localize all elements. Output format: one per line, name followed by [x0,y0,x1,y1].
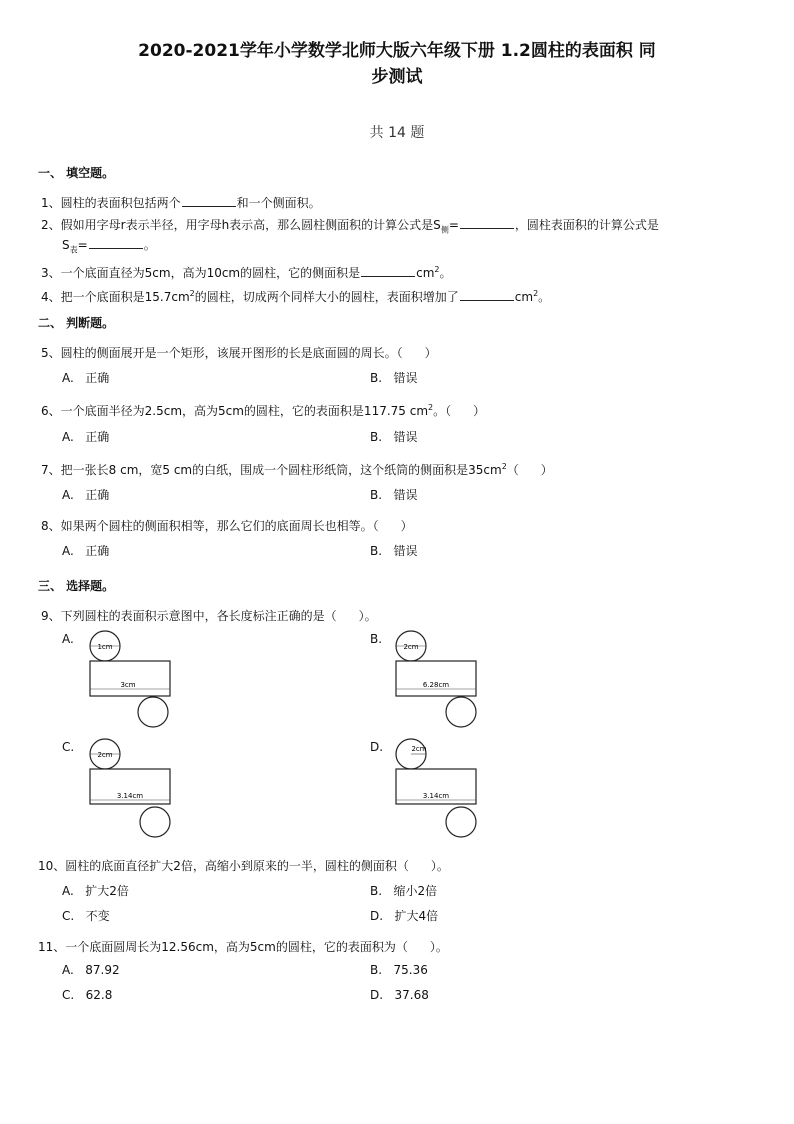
q5-close: ） [424,346,437,360]
question-5 [41,344,437,361]
q6-num: 6、 [41,404,61,418]
q10-option-a[interactable]: A. 扩大2倍 [62,884,129,898]
q2-sub-surface: 表 [69,245,78,255]
q2-end: 。 [143,238,156,252]
q9-fig-b-circle-label: 2cm [403,643,419,651]
q4-unit: cm [514,290,534,304]
q1-blank[interactable] [182,196,236,207]
q9-fig-d-diagram[interactable] [392,738,484,838]
q3-text-a: 一个底面直径为5cm，高为10cm的圆柱，它的侧面积是 [60,266,361,280]
q9-num: 9、 [41,609,61,623]
q10-option-c[interactable]: C. 不变 [62,909,110,923]
section-choice: 三、 选择题。 [38,579,115,593]
q9-fig-b-diagram[interactable] [392,630,484,730]
q9-fig-c-letter[interactable]: C. [62,740,75,754]
q2-blank-2[interactable] [89,238,143,249]
question-9 [41,607,377,624]
q7-sup: 2 [501,462,507,471]
q3-unit: cm [416,266,435,280]
q9-fig-a-rect [90,661,170,696]
q3-num: 3、 [41,266,61,280]
doc-title-line2: 步测试 [371,67,423,87]
q3-blank[interactable] [361,266,415,277]
section-fill-blank: 一、 填空题。 [38,166,115,180]
q6-open: 。（ [433,404,452,418]
q2-num: 2、 [41,218,61,232]
q6-text: 一个底面半径为2.5cm，高为5cm的圆柱，它的表面积是117.75 cm [60,404,429,418]
q11-option-c[interactable]: C. 62.8 [62,988,113,1002]
q10-num: 10、 [38,859,66,873]
question-3 [41,264,452,281]
question-1 [41,194,321,211]
q9-fig-a-letter[interactable]: A. [62,632,74,646]
q4-sup2: 2 [533,289,539,298]
q1-num: 1、 [41,196,61,210]
q8-num: 8、 [41,519,61,533]
q5-option-a[interactable]: A. 正确 [62,371,110,385]
q9-fig-b-bottom-circle [446,697,476,727]
q10-option-d[interactable]: D. 扩大4倍 [370,909,439,923]
q10-option-b[interactable]: B. 缩小2倍 [370,884,438,898]
q5-text: 圆柱的侧面展开是一个矩形，该展开图形的长是底面圆的周长。（ [60,346,403,360]
q7-option-b[interactable]: B. 错误 [370,488,418,502]
q9-fig-d-circle-label: 2cm [411,745,427,753]
q7-text: 把一张长8 cm，宽5 cm的白纸，围成一个圆柱形纸筒，这个纸筒的侧面积是35cm [60,463,502,477]
q4-end: 。 [538,290,551,304]
q7-open: （ [506,463,519,477]
q7-num: 7、 [41,463,61,477]
q9-fig-b-rect [396,661,476,696]
question-2-cont [62,236,156,255]
q6-close: ） [473,404,486,418]
q10-text: 圆柱的底面直径扩大2倍，高缩小到原来的一半，圆柱的侧面积（ [65,859,409,873]
q6-option-b[interactable]: B. 错误 [370,430,418,444]
q9-fig-c-diagram[interactable] [86,738,178,838]
q9-fig-b-letter[interactable]: B. [370,632,383,646]
q7-close: ） [540,463,553,477]
q9-fig-d-rect-label: 3.14cm [422,792,450,800]
q10-close: ）。 [430,859,449,873]
q6-sup: 2 [428,403,434,412]
q9-fig-c-rect-label: 3.14cm [116,792,144,800]
q2-sub-side: 侧 [440,225,449,235]
q4-text-a: 把一个底面积是15.7cm [60,290,190,304]
question-count: 共 14 题 [369,125,425,141]
question-6 [41,402,485,419]
q9-fig-c-bottom-circle [140,807,170,837]
q2-eq2: = [77,238,88,252]
q11-option-a[interactable]: A. 87.92 [62,963,120,977]
q9-text: 下列圆柱的表面积示意图中，各长度标注正确的是（ [60,609,337,623]
q8-close: ） [400,519,413,533]
q2-text-c: ，圆柱表面积的计算公式是 [514,218,659,232]
question-4 [41,288,550,305]
question-2 [41,216,659,235]
q9-fig-a-rect-label: 3cm [120,681,136,689]
doc-title-line1: 2020-2021学年小学数学北师大版六年级下册 1.2圆柱的表面积 同 [138,41,656,61]
q2-text-a: 假如用字母r表示半径，用字母h表示高，那么圆柱侧面积的计算公式是S [60,218,441,232]
q3-end: 。 [439,266,452,280]
q9-fig-a-circle-label: 1cm [97,643,113,651]
q4-blank[interactable] [460,290,514,301]
question-8 [41,517,413,534]
q8-option-a[interactable]: A. 正确 [62,544,110,558]
q4-text-b: 的圆柱，切成两个同样大小的圆柱，表面积增加了 [194,290,459,304]
q5-num: 5、 [41,346,61,360]
q4-num: 4、 [41,290,61,304]
q9-fig-a-diagram[interactable] [86,630,178,730]
q9-fig-d-bottom-circle [446,807,476,837]
q8-text: 如果两个圆柱的侧面积相等，那么它们的底面周长也相等。（ [60,519,379,533]
q9-close: ）。 [358,609,377,623]
q9-fig-b-rect-label: 6.28cm [422,681,450,689]
q2-eq: = [448,218,459,232]
q9-fig-d-letter[interactable]: D. [370,740,384,754]
q8-option-b[interactable]: B. 错误 [370,544,418,558]
q2-s: S [62,238,70,252]
q7-option-a[interactable]: A. 正确 [62,488,110,502]
q11-text: 一个底面圆周长为12.56cm，高为5cm的圆柱，它的表面积为（ [65,940,408,954]
q11-option-b[interactable]: B. 75.36 [370,963,428,977]
q11-num: 11、 [38,940,66,954]
question-7 [41,461,553,478]
q1-text-a: 圆柱的表面积包括两个 [60,196,181,210]
question-11 [38,938,448,955]
q6-option-a[interactable]: A. 正确 [62,430,110,444]
q2-blank-1[interactable] [460,218,514,229]
section-judgement: 二、 判断题。 [38,316,115,330]
q9-fig-c-circle-label: 2cm [97,751,113,759]
q5-option-b[interactable]: B. 错误 [370,371,418,385]
q1-text-b: 和一个侧面积。 [236,196,321,210]
q3-sup: 2 [434,265,440,274]
q4-sup1: 2 [189,289,195,298]
question-10 [38,857,449,874]
q9-fig-a-bottom-circle [138,697,168,727]
q11-option-d[interactable]: D. 37.68 [370,988,429,1002]
q11-close: ）。 [429,940,448,954]
